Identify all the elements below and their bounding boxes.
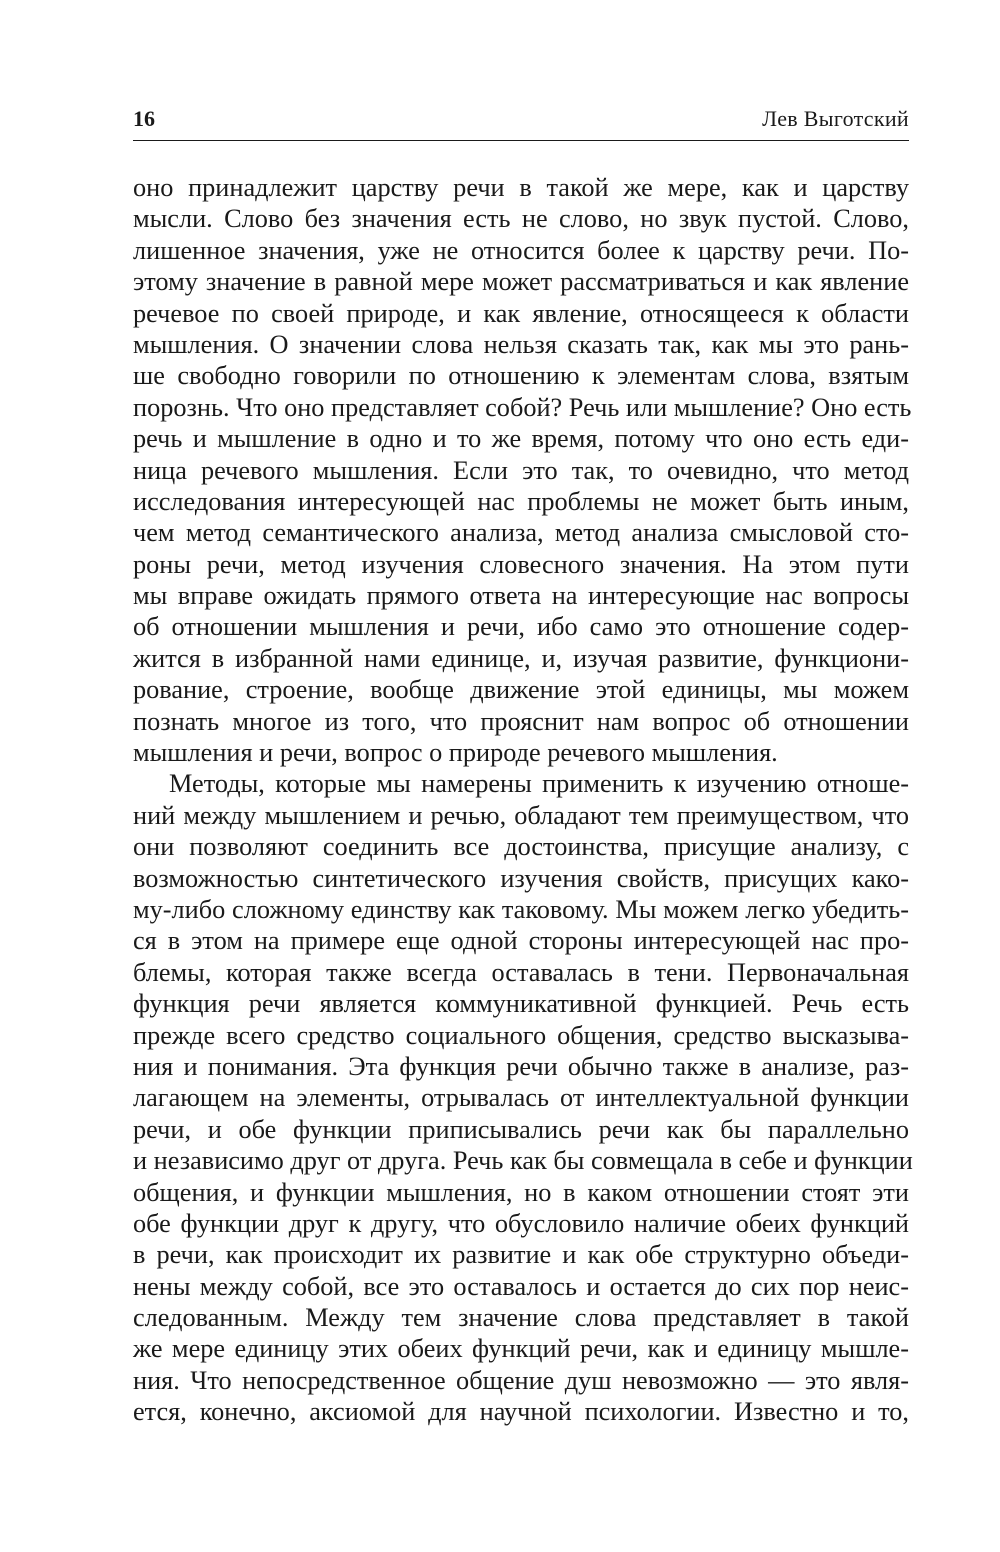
book-page [133, 0, 913, 1552]
text-line: лишенное значения, уже не относится более к царству речи. По- [133, 235, 909, 265]
running-title: Лев Выготский [762, 106, 909, 131]
text-line: функция речи является коммуникативной функцией. Речь есть [133, 989, 909, 1019]
text-line: роны речи, метод изучения словесного значения. На этом пути [133, 549, 909, 579]
text-line: мысли. Слово без значения есть не слово, но звук пустой. Слово, [133, 204, 909, 234]
text-line: ница речевого мышления. Если это так, то очевидно, что метод [133, 455, 909, 485]
text-line: речь и мышление в одно и то же время, потому что оно есть еди- [133, 424, 909, 454]
paragraph [133, 768, 913, 1427]
text-line: речевое по своей природе, и как явление, относящееся к области [133, 298, 909, 328]
text-line: лагающем на элементы, отрывалась от интеллектуальной функции [133, 1083, 909, 1113]
text-line: ся в этом на примере еще одной стороны интересующей нас про- [133, 926, 909, 956]
text-line: му-либо сложному единству как таковому. Мы можем легко убедить- [133, 894, 909, 924]
text-line: исследования интересующей нас проблемы не может быть иным, [133, 486, 909, 516]
text-line: Методы, которые мы намерены применить к изучению отноше- [169, 769, 909, 799]
text-line: блемы, которая также всегда оставалась в тени. Первоначальная [133, 957, 909, 987]
page-number: 16 [133, 106, 155, 131]
text-line: ния и понимания. Эта функция речи обычно также в анализе, раз- [133, 1051, 909, 1081]
running-head [133, 106, 909, 134]
text-line: ния. Что непосредственное общение душ невозможно — это явля- [133, 1365, 909, 1395]
text-line: общения, и функции мышления, но в каком отношении стоят эти [133, 1177, 909, 1207]
text-line: ше свободно говорили по отношению к элементам слова, взятым [133, 361, 909, 391]
text-line: этому значение в равной мере может рассматриваться и как явление [133, 267, 909, 297]
text-line: оно принадлежит царству речи в такой же мере, как и царству [133, 173, 909, 202]
text-line: рование, строение, вообще движение этой единицы, мы можем [133, 675, 909, 705]
paragraph [133, 172, 912, 768]
text-line: познать многое из того, что прояснит нам вопрос об отношении [133, 706, 909, 736]
header-rule [133, 140, 909, 141]
text-line: и независимо друг от друга. Речь как бы совмещала в себе и функции [133, 1146, 913, 1176]
text-line: речи, и обе функции приписывались речи как бы параллельно [133, 1114, 909, 1144]
text-line: жится в избранной нами единице, и, изучая развитие, функциони- [133, 643, 909, 673]
text-line: обе функции друг к другу, что обусловило наличие обеих функций [133, 1208, 909, 1238]
text-line: возможностью синтетического изучения свойств, присущих како- [133, 863, 909, 893]
text-line: чем метод семантического анализа, метод анализа смысловой сто- [133, 518, 909, 548]
text-line: прежде всего средство социального общения, средство высказыва- [133, 1020, 909, 1050]
text-line: ний между мышлением и речью, обладают тем преимуществом, что [133, 800, 909, 830]
text-line: же мере единицу этих обеих функций речи, как и единицу мышле- [133, 1334, 909, 1364]
text-line: мышления и речи, вопрос о природе речевого мышления. [133, 738, 778, 768]
text-line: нены между собой, все это оставалось и остается до сих пор неис- [133, 1271, 909, 1301]
text-line: в речи, как происходит их развитие и как обе структурно объеди- [133, 1240, 909, 1270]
text-line: мы вправе ожидать прямого ответа на интересующие нас вопросы [133, 581, 909, 611]
text-line: они позволяют соединить все достоинства, присущие анализу, с [133, 832, 909, 862]
text-line: об отношении мышления и речи, ибо само это отношение содер- [133, 612, 909, 642]
text-line: ется, конечно, аксиомой для научной психологии. Известно и то, [133, 1397, 909, 1427]
body-text [133, 172, 913, 1428]
text-line: следованным. Между тем значение слова представляет в такой [133, 1303, 909, 1333]
text-line: порознь. Что оно представляет собой? Речь или мышление? Оно есть [133, 392, 912, 422]
text-line: мышления. О значении слова нельзя сказать так, как мы это рань- [133, 329, 909, 359]
